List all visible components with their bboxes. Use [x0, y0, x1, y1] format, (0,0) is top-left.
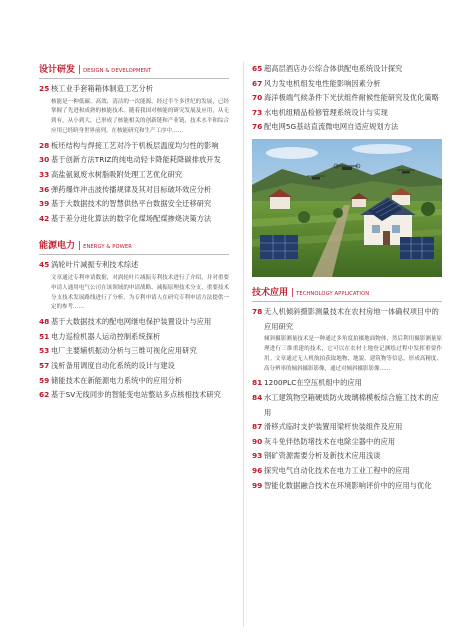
toc-entry[interactable] — [39, 212, 229, 227]
toc-entry[interactable] — [39, 168, 229, 183]
article-title: 基于创新方法TRIZ的纯电动轻卡降能耗降碳排放开发 — [51, 155, 221, 165]
page-number: 59 — [39, 375, 50, 385]
article-title: 基于SV无线同步的智能变电站整站多点核相技术研究 — [51, 390, 222, 400]
page-number: 99 — [252, 480, 263, 490]
toc-entry[interactable] — [39, 183, 229, 198]
article-title: 涡轮叶片减振专利技术综述 — [51, 260, 139, 270]
toc-entry[interactable] — [39, 344, 229, 359]
section-header-design — [39, 62, 229, 79]
article-title: 浅析备用调度自动化系统的设计与建设 — [51, 360, 175, 370]
toc-entry[interactable] — [39, 315, 229, 330]
page-number: 28 — [39, 140, 50, 150]
toc-entry[interactable] — [39, 197, 229, 212]
article-title: 水电机组精品检修管理系统设计与实现 — [264, 107, 388, 117]
page-number: 90 — [252, 436, 263, 446]
page-number: 30 — [39, 155, 50, 165]
article-title: 灰斗免伴热防堵技术在电除尘器中的应用 — [264, 436, 396, 446]
village-solar-photo — [252, 139, 442, 277]
toc-entry[interactable] — [252, 77, 442, 92]
toc-entry[interactable] — [252, 435, 442, 450]
article-title: 配电网5G基站直流微电网自适应规划方法 — [264, 122, 399, 132]
page-number: 76 — [252, 122, 263, 132]
article-title: 1200PLC在空压机组中的应用 — [264, 378, 362, 388]
page-number: 93 — [252, 451, 263, 461]
page-number: 53 — [39, 346, 50, 356]
article-title: 储能技术在新能源电力系统中的应用分析 — [51, 375, 183, 385]
section-title-en: DESIGN & DEVELOPMENT — [83, 68, 152, 74]
section-title-cn: 能源电力 — [39, 241, 76, 252]
article-title: 基于大数据技术的智慧供热平台数据安全迁移研究 — [51, 199, 212, 209]
toc-entry[interactable] — [39, 359, 229, 374]
page-number: 42 — [39, 213, 50, 223]
article-title: 板坯结构与焊接工艺对冷干机板层温度均匀性的影响 — [51, 140, 219, 150]
article-title: 高盐氨氮废水树脂吸附处理工艺优化研究 — [51, 169, 183, 179]
left-column — [39, 62, 229, 403]
toc-entry[interactable] — [252, 62, 442, 77]
toc-entry[interactable] — [39, 139, 229, 154]
section-header-energy — [39, 238, 229, 255]
article-title: 超高层酒店办公综合体供配电系统设计探究 — [264, 64, 403, 73]
article-title: 电厂主要辅机振动分析与三维可视化应用研究 — [51, 346, 197, 356]
toc-entry[interactable] — [39, 258, 229, 273]
section-title-cn: 技术应用 — [252, 287, 289, 298]
toc-entry[interactable] — [39, 388, 229, 403]
article-title: 核工业手套箱箱体制造工艺分析 — [51, 84, 154, 93]
article-abstract: 文章通过专利申请数据，对涡轮叶片减振专利技术进行了介绍，并对重要申请人通用电气公司在该领域的申请战略、减振原理技术分支、重要技术分支技术发展路线进行了分析，为专利申请人在研究专利申请方法提供一定的参考…… — [51, 274, 229, 311]
article-title: 智能化数据融合技术在环境影响评价中的应用与优化 — [264, 480, 432, 490]
page-number: 78 — [252, 306, 263, 316]
toc-entry[interactable] — [252, 479, 442, 494]
page-number: 67 — [252, 78, 263, 88]
page-number: 39 — [39, 199, 50, 209]
article-title: 基于大数据技术的配电网继电保护装置设计与应用 — [51, 317, 212, 327]
page-number: 81 — [252, 378, 263, 388]
section-title-separator: | — [78, 241, 82, 252]
article-title: 电力巡检机器人运动控制系统探析 — [51, 331, 161, 341]
article-abstract: 核能是一种低碳、高效、清洁的一次能源，经过半个多世纪的发展，已经掌握了先进和成熟的核能技术。随着我国对核能的研究发展及应用，从无到有，从小到大，已形成了核能相关的创新链和产业链，技术水平和综合应用已经跻身世界前列。在核能研究和生产工序中…… — [51, 98, 229, 134]
section-title-en: TECHNOLOGY APPLICATION — [296, 290, 370, 297]
page-number: 57 — [39, 360, 50, 370]
article-title: 滑移式临时支护装置用梁杆快装组件及应用 — [264, 422, 403, 432]
page-number: 45 — [39, 260, 50, 270]
article-title: 无人机倾斜摄影测量技术在农村房地一体确权项目中的应用研究 — [264, 306, 439, 331]
section-title-separator: | — [78, 65, 82, 75]
page-number: 84 — [252, 392, 263, 402]
page-number: 36 — [39, 184, 50, 194]
page-number: 65 — [252, 64, 263, 73]
toc-entry[interactable] — [39, 153, 229, 168]
toc-entry[interactable] — [252, 120, 442, 135]
column-divider — [243, 62, 244, 627]
toc-entry[interactable] — [252, 449, 442, 464]
article-title: 探究电气自动化技术在电力工业工程中的应用 — [264, 465, 410, 475]
page-number: 25 — [39, 84, 50, 93]
toc-entry[interactable] — [252, 464, 442, 479]
page-number: 70 — [252, 93, 263, 103]
article-title: 钢矿资源需要分析及新技术应用浅谈 — [264, 451, 381, 461]
page-number: 73 — [252, 107, 263, 117]
toc-entry[interactable] — [252, 106, 442, 121]
page-number: 62 — [39, 390, 50, 400]
toc-entry[interactable] — [252, 305, 442, 334]
toc-entry[interactable] — [252, 91, 442, 106]
article-title: 风力发电机组发电性能影响因素分析 — [264, 78, 381, 88]
section-title-separator: | — [291, 287, 295, 298]
page-number: 33 — [39, 169, 50, 179]
article-title: 海洋极端气候条件下光伏组件耐候性能研究及优化策略 — [264, 93, 439, 103]
page-number: 48 — [39, 317, 50, 327]
toc-entry[interactable] — [252, 391, 442, 420]
toc-entry[interactable] — [252, 420, 442, 435]
section-title-en: ENERGY & POWER — [83, 244, 132, 251]
article-title: 弹药爆炸冲击波传播规律及其对目标破坏效应分析 — [51, 184, 212, 194]
toc-entry[interactable] — [39, 330, 229, 345]
page-number: 51 — [39, 331, 50, 341]
toc-entry[interactable] — [39, 82, 229, 97]
right-column — [252, 62, 442, 493]
toc-entry[interactable] — [39, 374, 229, 389]
page-number: 96 — [252, 465, 263, 475]
page-number: 87 — [252, 422, 263, 432]
section-header-application — [252, 285, 442, 302]
section-title-cn: 设计研发 — [39, 65, 76, 75]
article-title: 水工建筑物空箱硬质防火玻璃棉模板综合施工技术的应用 — [264, 392, 439, 417]
article-abstract: 倾斜摄影测量技术是一种通过多角度拍摄地面物体，然后利用摄影测量原理进行三维重建的技术，它可以在农村土地登记测绘过程中发挥重要作用。文章通过无人机航拍获取地物、地貌、建筑物等信息，形成高精度、高分辨率的倾斜摄影影像，通过对倾斜摄影影像…… — [264, 336, 442, 372]
toc-entry[interactable] — [252, 376, 442, 391]
article-title: 基于差分进化算法的数字化煤场配煤掺烧决策方法 — [51, 213, 212, 223]
